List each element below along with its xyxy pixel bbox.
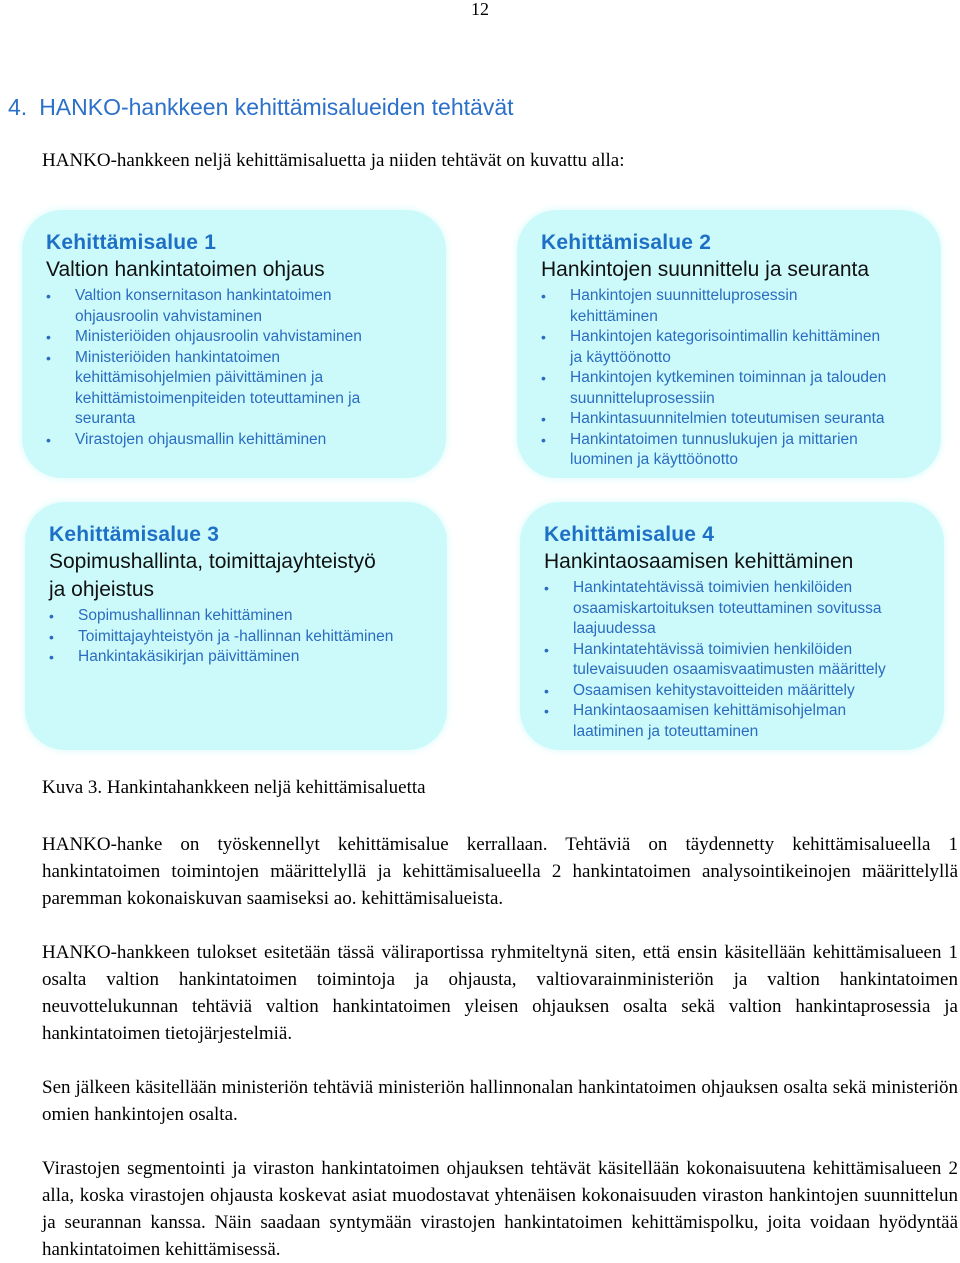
task-item: • Hankintojen kytkeminen toiminnan ja talouden suunnitteluprosessiin (541, 369, 887, 407)
task-item: • Hankintakäsikirjan päivittäminen (49, 647, 447, 668)
task-item: • Sopimushallinnan kehittäminen (49, 606, 447, 627)
panel-subtitle: Hankintaosaamisen kehittäminen (544, 550, 854, 573)
bullet-icon: • (544, 641, 549, 658)
bullet-icon: • (544, 580, 549, 596)
bullet-icon: • (544, 682, 549, 699)
task-item: • Hankintojen suunnitteluprosessin kehittäminen (541, 287, 798, 325)
task-item: • Ministeriöiden ohjausroolin vahvistaminen (46, 327, 446, 348)
bullet-icon: • (46, 431, 51, 448)
panel-title: Kehittämisalue 1 (46, 231, 217, 254)
intro-text: HANKO-hankkeen neljä kehittämisaluetta ja niiden tehtävät on kuvattu alla: (42, 150, 625, 171)
section-number: 4. (8, 94, 28, 120)
panel-kehittamisalue-1 (22, 210, 446, 478)
bullet-icon: • (541, 431, 546, 448)
panel-task-list (541, 286, 941, 471)
task-item: • Virastojen ohjausmallin kehittäminen (46, 430, 446, 451)
bullet-icon: • (541, 329, 546, 345)
body-paragraph: HANKO-hanke on työskennellyt kehittämisalue kerrallaan. Tehtäviä on täydennetty kehittämisalueella 1 hankintatoimen toimintojen määrittelyllä ja kehittämisalueella 2 hankintatoimen analysointikeinojen määrittelyllä paremman kokonaiskuvan saamiseksi ao. kehittämisalueista. (42, 834, 958, 909)
bullet-icon: • (541, 288, 546, 304)
body-paragraph: Virastojen segmentointi ja viraston hankintatoimen ohjauksen tehtävät käsitellään kokonaisuutena kehittämisalueen 2 alla, koska virastojen ohjausta koskevat asiat muodostavat yhtenäisen kokonaisuuden viraston hankintojen suunnittelun ja seurannan kanssa. Näin saadaan syntymään virastojen hankintatoimen kehittämispolku, joita voidaan hyödyntää hankintatoimen kehittämisessä. (42, 1158, 958, 1260)
panel-task-list (544, 578, 944, 742)
task-item: • Ministeriöiden hankintatoimen kehittämisohjelmien päivittäminen ja kehittämistoimenpiteiden toteuttaminen ja seuranta (46, 348, 361, 427)
body-paragraph: HANKO-hankkeen tulokset esitetään tässä väliraportissa ryhmiteltynä siten, että ensin käsitellään kehittämisalueen 1 osalta valtion hankintatoimen toimintoja ja ohjausta, valtiovarainministeriön ja valtion hankintatoimen neuvottelukunnan tehtäviä valtion hankintatoimen yleisen ohjauksen osalta sekä valtion hankintaprosessia ja hankintatoimen tietojärjestelmiä. (42, 942, 958, 1044)
bullet-icon: • (46, 288, 51, 304)
panel-subtitle: Sopimushallinta, toimittajayhteistyö ja ohjeistus (49, 550, 376, 601)
bullet-icon: • (49, 628, 54, 645)
panel-title: Kehittämisalue 4 (544, 523, 715, 546)
panel-kehittamisalue-2 (517, 210, 941, 478)
panel-kehittamisalue-3 (25, 502, 447, 750)
task-item: • Hankintatehtävissä toimivien henkilöiden tulevaisuuden osaamisvaatimusten määrittely (544, 640, 886, 678)
section-heading (8, 94, 514, 121)
task-item: • Hankintatoimen tunnuslukujen ja mittarien luominen ja käyttöönotto (541, 430, 858, 468)
task-item: • Osaamisen kehitystavoitteiden määrittely (544, 681, 944, 702)
bullet-icon: • (541, 411, 546, 427)
panel-subtitle: Valtion hankintatoimen ohjaus (46, 258, 325, 281)
page-number: 12 (471, 0, 489, 19)
body-paragraph: Sen jälkeen käsitellään ministeriön tehtäviä ministeriön hallinnonalan hankintatoimen ohjauksen osalta sekä ministeriön omien hankintojen osalta. (42, 1077, 958, 1125)
panel-task-list (46, 286, 446, 450)
panel-title: Kehittämisalue 3 (49, 523, 220, 546)
bullet-icon: • (544, 703, 549, 719)
task-item: • Hankintojen kategorisointimallin kehittäminen ja käyttöönotto (541, 328, 881, 366)
bullet-icon: • (49, 649, 54, 665)
panel-subtitle: Hankintojen suunnittelu ja seuranta (541, 258, 870, 281)
task-item: • Hankintatehtävissä toimivien henkilöiden osaamiskartoituksen toteuttaminen sovitussa laajuudessa (544, 579, 882, 637)
panel-task-list (49, 606, 447, 668)
panel-title: Kehittämisalue 2 (541, 231, 712, 254)
bullet-icon: • (46, 329, 51, 345)
bullet-icon: • (541, 370, 546, 386)
task-item: • Hankintasuunnitelmien toteutumisen seuranta (541, 409, 941, 430)
task-item: • Hankintaosaamisen kehittämisohjelman laatiminen ja toteuttaminen (544, 702, 847, 740)
task-item: • Valtion konsernitason hankintatoimen ohjausroolin vahvistaminen (46, 287, 332, 325)
bullet-icon: • (46, 349, 51, 366)
figure-caption: Kuva 3. Hankintahankkeen neljä kehittämisaluetta (42, 777, 426, 798)
section-title: HANKO-hankkeen kehittämisalueiden tehtävät (39, 94, 514, 120)
bullet-icon: • (49, 608, 54, 624)
panel-kehittamisalue-4 (520, 502, 944, 750)
task-item: • Toimittajayhteistyön ja -hallinnan kehittäminen (49, 627, 447, 648)
